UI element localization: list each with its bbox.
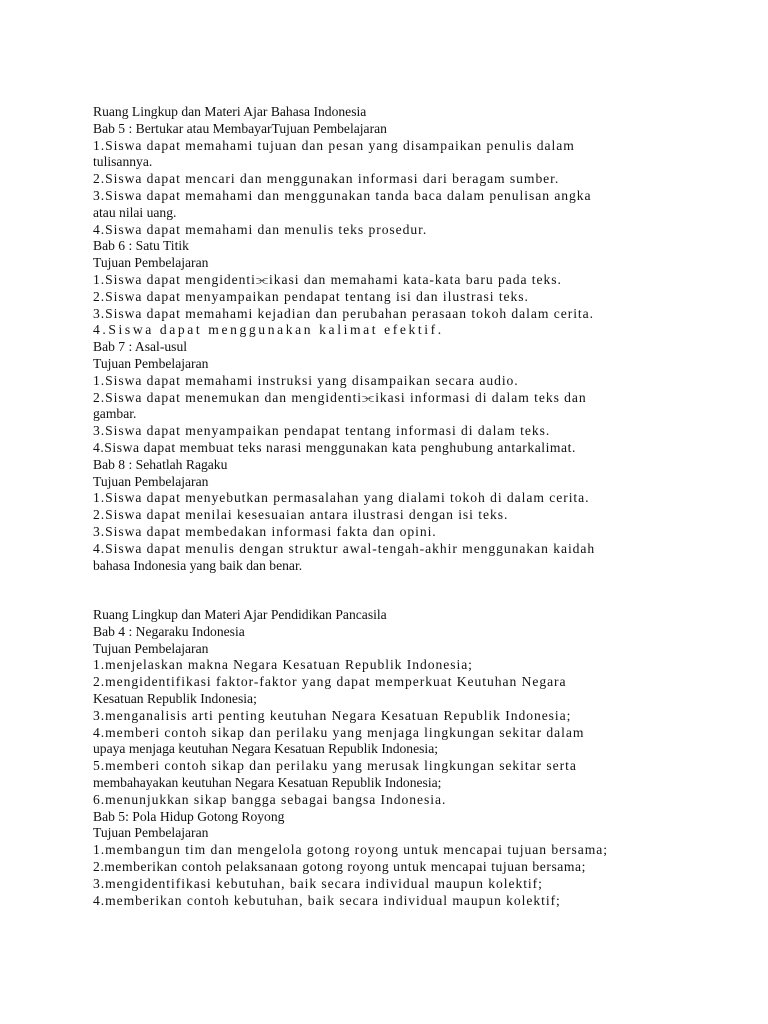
list-item-continuation: upaya menjaga keutuhan Negara Kesatuan Republik Indonesia; [93,741,439,757]
list-item: 1.menjelaskan makna Negara Kesatuan Republik Indonesia; [93,657,473,673]
list-item: 3.Siswa dapat membedakan informasi fakta dan opini. [93,523,437,539]
list-item: 4.memberi contoh sikap dan perilaku yang menjaga lingkungan sekitar dalam [93,724,585,740]
chapter-heading: Bab 5 : Bertukar atau MembayarTujuan Pembelajaran [93,120,387,136]
list-item-continuation: Kesatuan Republik Indonesia; [93,690,257,706]
list-item-continuation: membahayakan keutuhan Negara Kesatuan Republik Indonesia; [93,774,442,790]
chapter-heading: Bab 8 : Sehatlah Ragaku [93,456,228,472]
list-item: 5.memberi contoh sikap dan perilaku yang merusak lingkungan sekitar serta [93,758,577,774]
list-item: 1.membangun tim dan mengelola gotong royong untuk mencapai tujuan bersama; [93,842,609,858]
list-item: 1.Siswa dapat memahami instruksi yang disampaikan secara audio. [93,372,519,388]
list-item: 1.Siswa dapat menyebutkan permasalahan yang dialami tokoh di dalam cerita. [93,490,590,506]
chapter-heading: Bab 4 : Negaraku Indonesia [93,623,245,639]
list-item: 3.mengidentifikasi kebutuhan, baik secara individual maupun kolektif; [93,875,543,891]
list-item-continuation: atau nilai uang. [93,204,177,220]
list-item: 6.menunjukkan sikap bangga sebagai bangsa Indonesia. [93,791,447,807]
subheading: Tujuan Pembelajaran [93,255,209,271]
list-item: 2.Siswa dapat menemukan dan mengidenti⫘ikasi informasi di dalam teks dan [93,389,587,405]
section-title: Ruang Lingkup dan Materi Ajar Pendidikan Pancasila [93,607,387,622]
list-item: 2.Siswa dapat menilai kesesuaian antara ilustrasi dengan isi teks. [93,507,509,523]
list-item: 2.memberikan contoh pelaksanaan gotong royong untuk mencapai tujuan bersama; [93,858,586,874]
list-item: 2.Siswa dapat mencari dan menggunakan informasi dari beragam sumber. [93,171,560,187]
section-title: Ruang Lingkup dan Materi Ajar Bahasa Indonesia [93,104,367,119]
bahasa-indonesia-section [93,104,733,574]
list-item: 3.Siswa dapat memahami dan menggunakan tanda baca dalam penulisan angka [93,187,592,203]
list-item: 2.mengidentifikasi faktor-faktor yang dapat memperkuat Keutuhan Negara [93,674,567,690]
chapter-heading: Bab 6 : Satu Titik [93,238,189,254]
list-item: 3.Siswa dapat menyampaikan pendapat tentang informasi di dalam teks. [93,423,551,439]
list-item: 3.menganalisis arti penting keutuhan Negara Kesatuan Republik Indonesia; [93,707,572,723]
subheading: Tujuan Pembelajaran [93,473,209,489]
chapter-heading: Bab 5: Pola Hidup Gotong Royong [93,808,285,824]
list-item: 4.Siswa dapat membuat teks narasi menggunakan kata penghubung antarkalimat. [93,439,576,455]
chapter-heading: Bab 7 : Asal-usul [93,339,188,355]
list-item-continuation: bahasa Indonesia yang baik dan benar. [93,557,303,573]
pendidikan-pancasila-section [93,607,733,909]
list-item: 4.Siswa dapat memahami dan menulis teks prosedur. [93,221,428,237]
list-item: 2.Siswa dapat menyampaikan pendapat tentang isi dan ilustrasi teks. [93,288,529,304]
list-item-continuation: gambar. [93,406,137,422]
list-item: 3.Siswa dapat memahami kejadian dan perubahan perasaan tokoh dalam cerita. [93,305,594,321]
list-item: 1.Siswa dapat mengidenti⫘ikasi dan memahami kata-kata baru pada teks. [93,271,562,287]
list-item: 4.Siswa dapat menggunakan kalimat efektif. [93,322,444,338]
subheading: Tujuan Pembelajaran [93,355,209,371]
subheading: Tujuan Pembelajaran [93,825,209,841]
subheading: Tujuan Pembelajaran [93,640,209,656]
list-item: 4.Siswa dapat menulis dengan struktur awal-tengah-akhir menggunakan kaidah [93,540,596,556]
list-item: 1.Siswa dapat memahami tujuan dan pesan yang disampaikan penulis dalam [93,137,575,153]
list-item-continuation: tulisannya. [93,154,153,170]
list-item: 4.memberikan contoh kebutuhan, baik secara individual maupun kolektif; [93,892,561,908]
